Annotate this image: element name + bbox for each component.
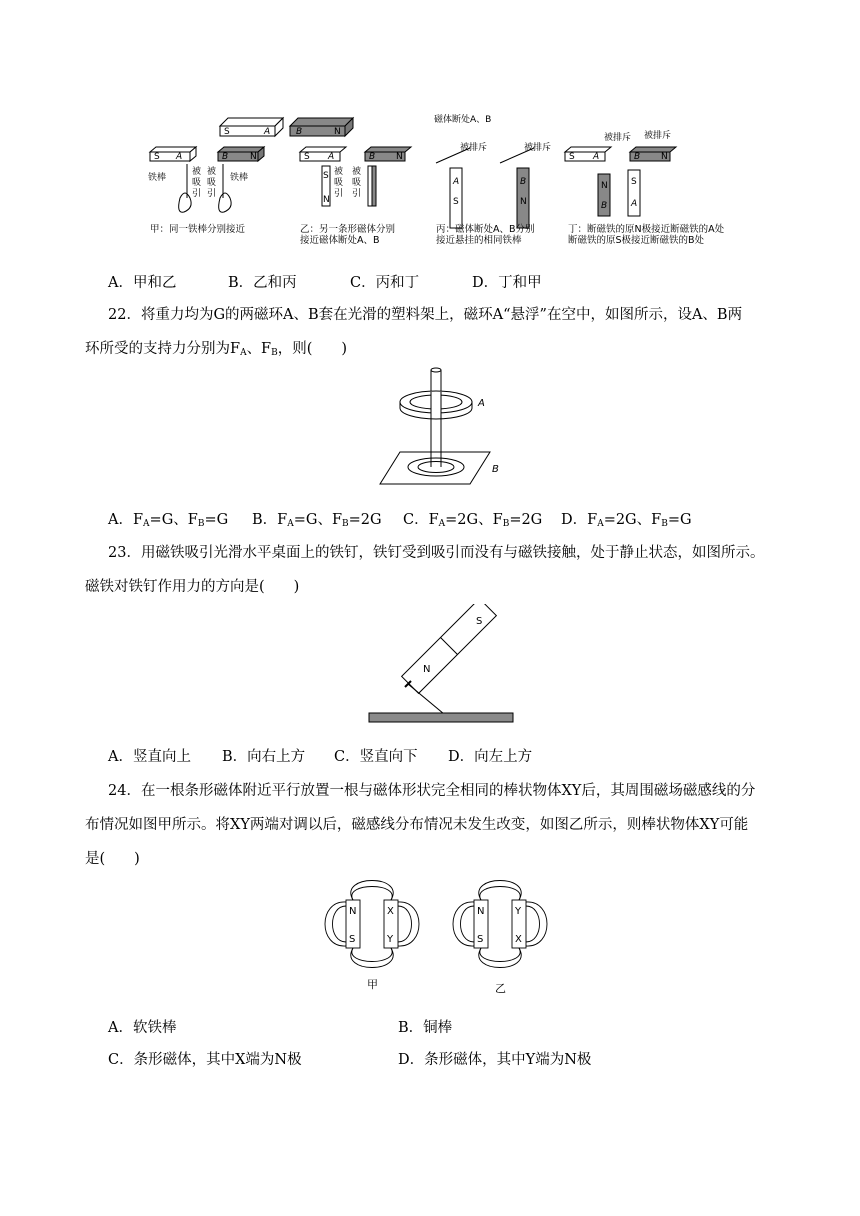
fig24-jia-S: S: [349, 934, 356, 945]
figure-floating-magnet-rings: [370, 362, 510, 490]
fig21-bing-S: S: [453, 197, 459, 207]
fig21-jia-S: S: [154, 152, 160, 162]
fig21-jia-tiebang-right: 铁棒: [230, 173, 249, 183]
fig21-jia-tiebang-left: 铁棒: [148, 173, 167, 183]
fig24-jia-N: N: [349, 906, 357, 917]
q24-option-b: B．铜棒: [398, 1020, 453, 1036]
q21-option-a: A．甲和乙: [108, 275, 177, 291]
fig21-jia-bei-1: 被: [192, 167, 202, 177]
q24-option-c: C．条形磁体，其中X端为N极: [108, 1052, 302, 1068]
q22-stem-line1: 22．将重力均为G的两磁环A、B套在光滑的塑料架上，磁环A“悬浮”在空中，如图所示，设A、B两: [108, 307, 743, 323]
fig21-caption-yi-2: 接近磁体断处A、B: [300, 235, 380, 246]
fig21-bing-paichi-2: 被排斥: [524, 143, 552, 153]
fig21-jia-N: N: [250, 152, 257, 162]
fig21-caption-bing-2: 接近悬挂的相同铁棒: [436, 235, 522, 246]
q23-stem-line2: 磁铁对铁钉作用力的方向是( ): [85, 579, 300, 595]
fig21-bing-B: B: [520, 177, 527, 187]
fig24-yi-X: X: [515, 934, 522, 945]
fig21-yi-xi-1: 吸: [334, 178, 344, 188]
q21-option-c: C．丙和丁: [350, 275, 420, 291]
fig24-caption-yi: 乙: [495, 982, 506, 995]
fig21-yi-top-B: B: [296, 127, 303, 137]
fig21-caption-ding-2: 断磁铁的原S极接近断磁铁的B处: [568, 235, 705, 246]
fig21-caption-jia: 甲：同一铁棒分别接近: [150, 224, 246, 235]
fig21-jia-yin-1: 引: [192, 189, 202, 199]
fig21-yi-B: B: [369, 152, 376, 162]
fig24-jia-X: X: [387, 906, 394, 917]
fig21-yi-top-N: N: [334, 127, 341, 137]
fig24-caption-jia: 甲: [367, 978, 378, 991]
fig21-jia-xi-2: 吸: [207, 178, 217, 188]
q23-option-b: B．向右上方: [222, 749, 306, 765]
fig21-yi-N: N: [396, 152, 403, 162]
fig24-jia-Y: Y: [387, 934, 394, 945]
fig21-yi-S: S: [304, 152, 310, 162]
fig21-jia-xi-1: 吸: [192, 178, 202, 188]
q24-option-a: A．软铁棒: [108, 1020, 177, 1036]
fig21-yi-xi-2: 吸: [352, 178, 362, 188]
q24-stem-line1: 24．在一根条形磁体附近平行放置一根与磁体形状完全相同的棒状物体XY后，其周围磁场磁感线的分: [108, 783, 756, 799]
q22-option-a: A．$F_A=G$、$F_B=G$: [108, 512, 229, 529]
fig22-label-B: B: [492, 464, 499, 475]
fig21-bing-A: A: [453, 177, 460, 187]
fig24-yi-Y: Y: [515, 906, 522, 917]
fig21-caption-bing-1: 丙：磁体断处A、B分别: [436, 224, 535, 235]
fig23-label-S: S: [476, 616, 483, 627]
fig21-bing-duanchu: 磁体断处A、B: [434, 115, 492, 125]
fig21-bing-N: N: [520, 197, 527, 207]
fig21-ding-B: B: [634, 152, 641, 162]
fig21-yi-top-A: A: [264, 127, 271, 137]
fig21-ding-bar1-B: B: [601, 201, 608, 211]
q23-option-a: A．竖直向上: [108, 749, 191, 765]
fig21-caption-ding-1: 丁：断磁铁的原N极接近断磁铁的A处: [568, 224, 725, 235]
fig21-ding-N: N: [661, 152, 668, 162]
figure-magnet-experiments: [140, 108, 740, 252]
q22-option-b: B．$F_A=G$、$F_B=2G$: [252, 512, 382, 529]
q21-option-b: B．乙和丙: [228, 275, 297, 291]
fig21-yi-bei-1: 被: [334, 167, 344, 177]
fig24-yi-N: N: [477, 906, 485, 917]
q24-stem-line3: 是( ): [85, 851, 140, 867]
fig22-label-A: A: [478, 398, 485, 409]
fig21-jia-yin-2: 引: [207, 189, 217, 199]
fig21-ding-paichi-2: 被排斥: [644, 131, 672, 141]
q23-option-c: C．竖直向下: [334, 749, 418, 765]
fig21-ding-bar1-N: N: [601, 181, 608, 191]
fig21-yi-top-S: S: [224, 127, 230, 137]
figure-field-lines: [318, 872, 558, 996]
q23-stem-line1: 23．用磁铁吸引光滑水平桌面上的铁钉，铁钉受到吸引而没有与磁铁接触，处于静止状态，如图所示。: [108, 545, 765, 561]
fig21-jia-A: A: [176, 152, 183, 162]
fig21-yi-bar-S: S: [323, 171, 329, 181]
fig21-ding-A: A: [593, 152, 600, 162]
fig21-ding-paichi-1: 被排斥: [604, 133, 632, 143]
fig24-yi-S: S: [477, 934, 484, 945]
q22-option-d: D．$F_A=2G$、$F_B=G$: [561, 512, 692, 529]
figure-magnet-and-nail: [366, 604, 516, 728]
q22-stem-line2: 环所受的支持力分别为$F_A$、$F_B$，则( ): [85, 341, 348, 358]
fig23-label-N: N: [423, 664, 431, 675]
q23-option-d: D．向左上方: [448, 749, 533, 765]
fig21-jia-bei-2: 被: [207, 167, 217, 177]
fig21-yi-bar-N: N: [323, 195, 330, 205]
fig21-bing-paichi-1: 被排斥: [460, 143, 488, 153]
fig21-yi-bei-2: 被: [352, 167, 362, 177]
fig21-ding-bar2-A: A: [631, 199, 638, 209]
fig21-ding-S: S: [569, 152, 575, 162]
fig21-jia-B: B: [222, 152, 229, 162]
q22-option-c: C．$F_A=2G$、$F_B=2G$: [403, 512, 543, 529]
q24-option-d: D．条形磁体，其中Y端为N极: [398, 1052, 592, 1068]
q24-stem-line2: 布情况如图甲所示。将XY两端对调以后，磁感线分布情况未发生改变，如图乙所示，则棒状物体XY可能: [85, 817, 749, 833]
fig21-ding-bar2-S: S: [631, 177, 637, 187]
q21-option-d: D．丁和甲: [472, 275, 542, 291]
fig21-yi-yin-2: 引: [352, 189, 362, 199]
fig21-yi-A: A: [328, 152, 335, 162]
fig21-caption-yi-1: 乙：另一条形磁体分别: [300, 224, 396, 235]
fig21-yi-yin-1: 引: [334, 189, 344, 199]
